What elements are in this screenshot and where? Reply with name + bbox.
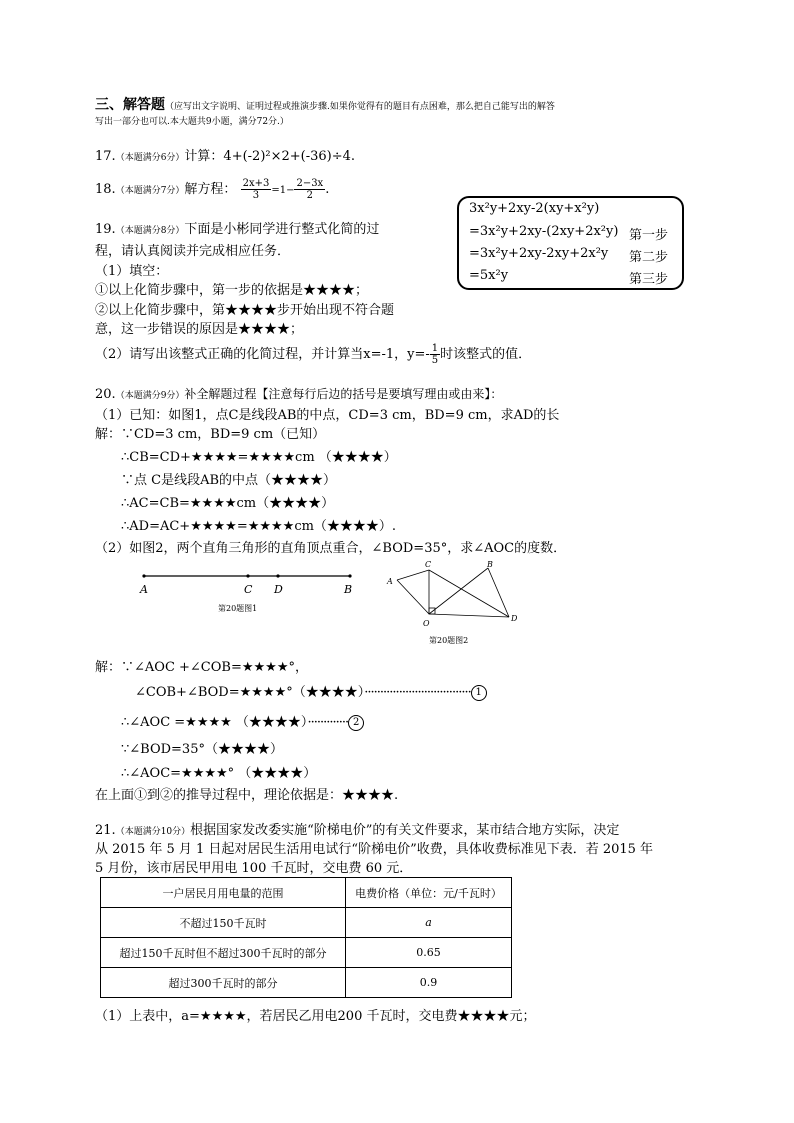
marker-circle-1: 1 [471, 685, 487, 701]
box-line-1: =3x²y+2xy-(2xy+2x²y) 第一步 [469, 224, 669, 243]
label-a: A [140, 583, 148, 596]
q20-angle-step-3: ∴∠AOC =★★★★ （★★★★）············· 2 [121, 711, 364, 731]
label-c: C [244, 583, 253, 596]
figure-2-caption: 第20题图2 [429, 636, 469, 645]
q20-step-2: ∴CB=CD+★★★★=★★★★cm （★★★★） [121, 450, 397, 465]
section-note-1: （应写出文字说明、证明过程或推演步骤.如果你觉得有的题目有点困难，那么把自己能写出的解答 [165, 102, 555, 112]
q21-line3: 5 月份，该市居民甲用电 100 千瓦时，交电费 60 元． [95, 861, 413, 876]
question-21 [95, 819, 619, 838]
point-c [246, 574, 249, 577]
q17-score: （本题满分6分） [115, 153, 185, 163]
line-od [429, 614, 509, 617]
question-17 [95, 145, 355, 164]
table-header-row [101, 878, 512, 908]
point-d [276, 574, 279, 577]
table-cell: 超过150千瓦时但不超过300千瓦时的部分 [101, 938, 346, 968]
q18-fraction-1: $\frac{2x+3}{3}$ [242, 178, 270, 201]
box-line-0: 3x²y+2xy-2(xy+x²y) [469, 201, 600, 216]
table-header: 一户居民月用电量的范围 [101, 878, 346, 908]
section-header [95, 94, 555, 114]
section-note-2: 写出一部分也可以.本大题共9小题，满分72分.） [95, 117, 289, 127]
fig2-label-c: C [425, 560, 432, 569]
figure-2 [385, 558, 525, 650]
q20-angle-step-1: 解：∵∠AOC +∠COB=★★★★°， [95, 660, 308, 675]
q20-angle-step-6: 在上面①到②的推导过程中，理论依据是：★★★★. [95, 788, 399, 803]
q19-number: 19. [95, 222, 116, 237]
q19-part2-text: （2）请写出该整式正确的化简过程，并计算当x=-1，y=- [95, 347, 430, 362]
q20-intro: 补全解题过程【注意每行后边的括号是要填写理由或由来】： [184, 387, 503, 401]
line-ac [397, 570, 429, 580]
q19-part2-end: 时该整式的值． [440, 347, 532, 362]
q19-fraction: $\frac{1}{5}$ [431, 343, 439, 366]
q21-score: （本题满分10分） [115, 827, 191, 837]
q19-score: （本题满分8分） [115, 226, 185, 236]
question-18 [95, 178, 329, 201]
q20-step-3: ∵点 C是线段AB的中点（★★★★） [121, 473, 337, 488]
point-a [142, 574, 145, 577]
q20-angle-step-5: ∴∠AOC=★★★★° （★★★★） [121, 766, 317, 781]
fig2-label-d: D [511, 614, 518, 623]
simplification-box [457, 196, 684, 290]
q20-angle-step-2: ∠COB+∠BOD=★★★★°（★★★★）·································· 1 [135, 681, 487, 701]
q21-number: 21. [95, 823, 116, 838]
table-header: 电费价格（单位：元/千瓦时） [346, 878, 512, 908]
table-cell: a [346, 908, 512, 938]
q20-score: （本题满分9分） [115, 391, 185, 401]
q18-fraction-2: $\frac{2-3x}{2}$ [296, 178, 324, 201]
q18-equals: =1− [271, 185, 295, 196]
q19-part1c: 意，这一步错误的原因是★★★★； [95, 322, 304, 337]
question-19 [95, 218, 379, 237]
q20-number: 20. [95, 387, 116, 402]
q20-angle-step-4: ∵∠BOD=35°（★★★★） [121, 742, 283, 757]
electricity-price-table [100, 877, 512, 998]
q18-end: . [325, 182, 330, 197]
table-cell: 0.9 [346, 968, 512, 998]
q20-part2: （2）如图2，两个直角三角形的直角顶点重合，∠BOD=35°，求∠AOC的度数． [95, 541, 567, 556]
label-d: D [274, 583, 283, 596]
q18-score: （本题满分7分） [115, 186, 185, 196]
line-cd [429, 570, 509, 617]
table-row [101, 908, 512, 938]
q20-step-4: ∴AC=CB=★★★★cm（★★★★） [121, 496, 335, 511]
q20-angle-step-2-text: ∠COB+∠BOD=★★★★°（★★★★） [135, 685, 365, 700]
table-cell: 超过300千瓦时的部分 [101, 968, 346, 998]
q18-text: 解方程： [184, 182, 237, 197]
fig2-label-b: B [487, 560, 493, 569]
q21-part1: （1）上表中，a=★★★★，若居民乙用电200 千瓦时，交电费★★★★元； [95, 1009, 536, 1024]
line-bd [488, 568, 509, 617]
fig2-label-o: O [423, 619, 430, 628]
q19-part2 [95, 343, 531, 366]
table-row [101, 968, 512, 998]
q18-number: 18. [95, 182, 116, 197]
line-oa [397, 580, 429, 614]
q19-part1: （1）填空： [95, 264, 169, 279]
fig2-label-a: A [387, 577, 393, 586]
q20-step-5: ∴AD=AC+★★★★=★★★★cm（★★★★）. [121, 519, 397, 534]
q19-line1: 下面是小彬同学进行整式化简的过 [184, 222, 380, 237]
table-cell: 不超过150千瓦时 [101, 908, 346, 938]
question-20 [95, 385, 502, 402]
box-line-3: =5x²y 第三步 [469, 268, 669, 287]
label-b: B [344, 583, 353, 596]
marker-circle-2: 2 [348, 715, 364, 731]
point-b [348, 574, 351, 577]
q20-angle-step-3-text: ∴∠AOC =★★★★ （★★★★） [121, 715, 308, 730]
q19-part1a: ①以上化简步骤中，第一步的依据是★★★★； [95, 283, 369, 298]
table-cell: 0.65 [346, 938, 512, 968]
q21-line1: 根据国家发改委实施“阶梯电价”的有关文件要求，某市结合地方实际，决定 [190, 823, 620, 838]
q17-number: 17. [95, 149, 116, 164]
q20-part1: （1）已知：如图1，点C是线段AB的中点，CD=3 cm，BD=9 cm，求AD的长 [95, 408, 560, 423]
q19-line2: 程，请认真阅读并完成相应任务． [95, 244, 291, 259]
box-line-2: =3x²y+2xy-2xy+2x²y 第二步 [469, 246, 669, 265]
q19-part1b: ②以上化简步骤中，第★★★★步开始出现不符合题 [95, 303, 395, 318]
section-title: 三、解答题 [95, 97, 165, 113]
q20-step-1: 解：∵CD=3 cm，BD=9 cm（已知） [95, 427, 326, 442]
q21-line2: 从 2015 年 5 月 1 日起对居民生活用电试行“阶梯电价”收费，具体收费标准见下表．若 2015 年 [95, 842, 654, 857]
table-row [101, 938, 512, 968]
figure-1-caption: 第20题图1 [218, 604, 258, 613]
q17-text: 计算：4+(-2)²×2+(-36)÷4. [184, 149, 356, 164]
figure-1 [130, 566, 370, 616]
